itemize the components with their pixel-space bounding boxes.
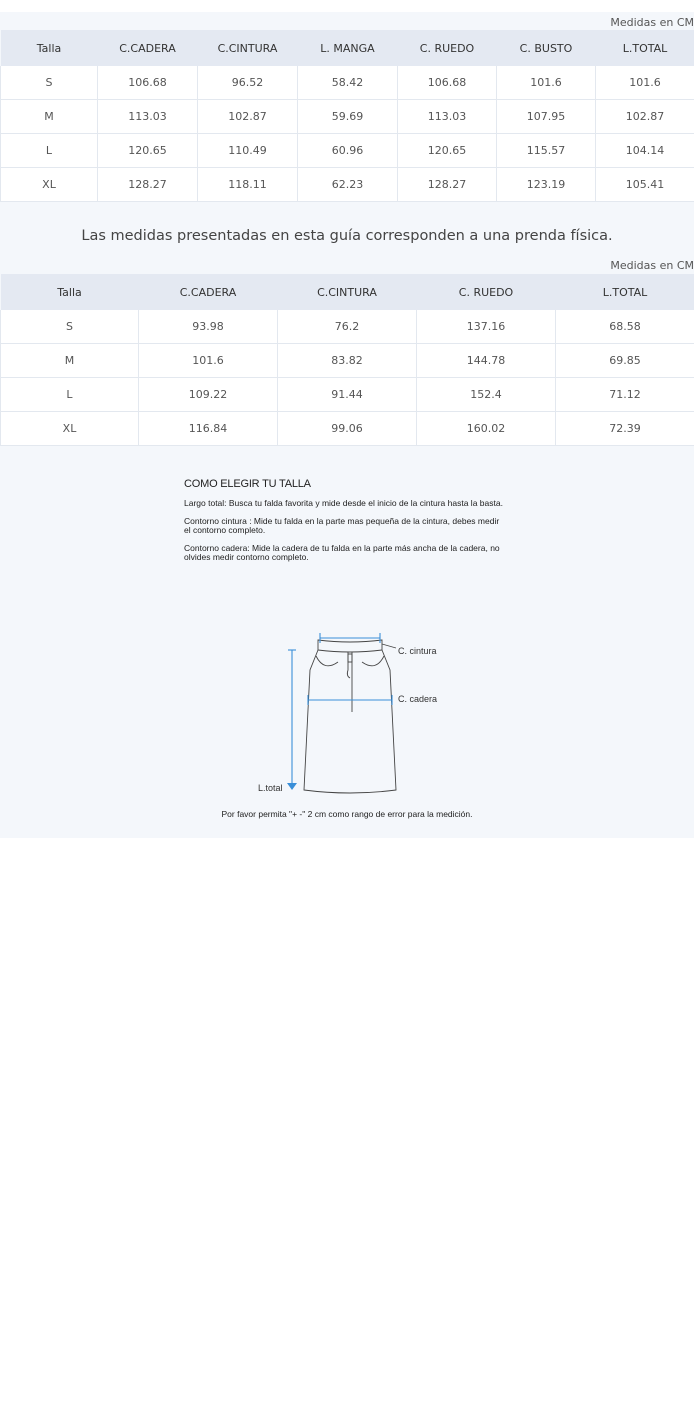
measure-cell: 91.44 <box>278 378 417 412</box>
table-row <box>1 344 694 378</box>
measure-cell: 106.68 <box>98 66 198 100</box>
column-header: L. MANGA <box>298 30 398 66</box>
length-label: L.total <box>258 783 283 793</box>
measure-cell: 72.39 <box>556 412 694 446</box>
column-header: C.CADERA <box>98 30 198 66</box>
size-table-2 <box>0 274 694 446</box>
column-header: C. RUEDO <box>417 274 556 310</box>
measure-cell: 128.27 <box>398 168 497 202</box>
measure-cell: 68.58 <box>556 310 694 344</box>
error-margin-note: Por favor permita "+ -" 2 cm como rango de error para la medición. <box>221 809 473 819</box>
measure-cell: 58.42 <box>298 66 398 100</box>
column-header: C.CINTURA <box>278 274 417 310</box>
measure-cell: 101.6 <box>139 344 278 378</box>
guide-paragraph-waist: Contorno cintura : Mide tu falda en la parte mas pequeña de la cintura, debes medir el contorno completo. <box>184 515 500 535</box>
table1-header-row <box>1 30 694 66</box>
measure-cell: 160.02 <box>417 412 556 446</box>
measure-cell: 110.49 <box>198 134 298 168</box>
measure-cell: 123.19 <box>497 168 596 202</box>
measure-cell: 106.68 <box>398 66 497 100</box>
measure-cell: 101.6 <box>497 66 596 100</box>
size-cell: S <box>1 66 98 100</box>
waist-leader-line <box>382 644 396 648</box>
size-table-1 <box>0 30 694 202</box>
measure-cell: 116.84 <box>139 412 278 446</box>
measure-cell: 60.96 <box>298 134 398 168</box>
waist-label: C. cintura <box>398 646 437 656</box>
measure-cell: 101.6 <box>596 66 694 100</box>
measure-cell: 102.87 <box>198 100 298 134</box>
column-header: L.TOTAL <box>596 30 694 66</box>
measure-cell: 83.82 <box>278 344 417 378</box>
measure-cell: 113.03 <box>98 100 198 134</box>
measure-cell: 152.4 <box>417 378 556 412</box>
table2-unit-note: Medidas en CM <box>610 259 694 272</box>
how-to-measure <box>184 478 514 571</box>
measure-cell: 118.11 <box>198 168 298 202</box>
column-header: C.CADERA <box>139 274 278 310</box>
table-row <box>1 310 694 344</box>
size-guide <box>0 12 694 838</box>
measure-cell: 120.65 <box>398 134 497 168</box>
length-arrow-icon <box>287 650 297 790</box>
table-row <box>1 412 694 446</box>
column-header: C.CINTURA <box>198 30 298 66</box>
measure-cell: 109.22 <box>139 378 278 412</box>
measure-cell: 144.78 <box>417 344 556 378</box>
column-header: L.TOTAL <box>556 274 694 310</box>
size-cell: M <box>1 344 139 378</box>
measure-cell: 120.65 <box>98 134 198 168</box>
measure-cell: 102.87 <box>596 100 694 134</box>
table-row <box>1 134 694 168</box>
skirt-icon <box>304 640 396 793</box>
measure-cell: 107.95 <box>497 100 596 134</box>
measure-cell: 93.98 <box>139 310 278 344</box>
table-row <box>1 378 694 412</box>
measure-cell: 62.23 <box>298 168 398 202</box>
measure-cell: 69.85 <box>556 344 694 378</box>
hip-label: C. cadera <box>398 694 438 704</box>
measure-cell: 105.41 <box>596 168 694 202</box>
size-cell: XL <box>1 168 98 202</box>
size-cell: XL <box>1 412 139 446</box>
guide-paragraph-hip: Contorno cadera: Mide la cadera de tu falda en la parte más ancha de la cadera, no olvides medir contorno completo. <box>184 542 500 562</box>
table-row <box>1 66 694 100</box>
measure-cell: 115.57 <box>497 134 596 168</box>
table2-header-row <box>1 274 694 310</box>
hip-measure-icon <box>308 695 392 705</box>
size-cell: S <box>1 310 139 344</box>
measure-cell: 104.14 <box>596 134 694 168</box>
column-header: C. BUSTO <box>497 30 596 66</box>
guide-paragraph-length: Largo total: Busca tu falda favorita y mide desde el inicio de la cintura hasta la basta. <box>184 498 503 508</box>
column-header: Talla <box>1 274 139 310</box>
size-cell: M <box>1 100 98 134</box>
table-row <box>1 168 694 202</box>
size-cell: L <box>1 378 139 412</box>
measure-cell: 59.69 <box>298 100 398 134</box>
skirt-diagram <box>250 630 450 806</box>
measure-cell: 76.2 <box>278 310 417 344</box>
measure-cell: 113.03 <box>398 100 497 134</box>
column-header: Talla <box>1 30 98 66</box>
table1-unit-note: Medidas en CM <box>610 16 694 29</box>
table-row <box>1 100 694 134</box>
measure-cell: 128.27 <box>98 168 198 202</box>
column-header: C. RUEDO <box>398 30 497 66</box>
guide-title: COMO ELEGIR TU TALLA <box>184 478 311 490</box>
measure-cell: 96.52 <box>198 66 298 100</box>
measurement-note: Las medidas presentadas en esta guía corresponden a una prenda física. <box>81 228 613 244</box>
measure-cell: 137.16 <box>417 310 556 344</box>
size-cell: L <box>1 134 98 168</box>
measure-cell: 71.12 <box>556 378 694 412</box>
measure-cell: 99.06 <box>278 412 417 446</box>
